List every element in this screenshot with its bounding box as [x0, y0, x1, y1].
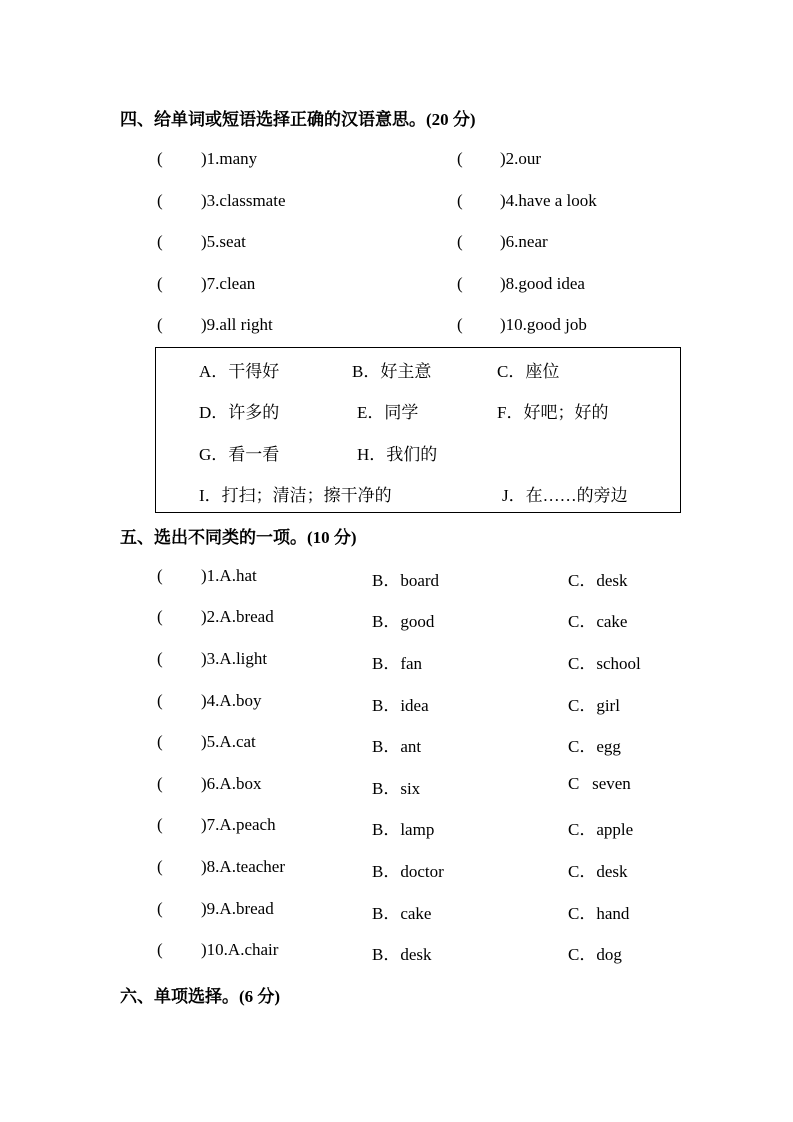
answer-blank[interactable]: ( [457, 232, 463, 251]
question-text: )1.many [201, 149, 258, 168]
choice-a: )10.A.chair [201, 940, 279, 959]
choice-a: )4.A.boy [201, 691, 262, 710]
answer-blank[interactable]: ( [457, 274, 463, 293]
choice-c: C．desk [568, 571, 628, 590]
option-h: H．我们的 [357, 445, 438, 464]
question-text: )4.have a look [500, 191, 597, 210]
choice-a: )2.A.bread [201, 607, 274, 626]
answer-blank[interactable]: ( [157, 232, 163, 251]
choice-b: B．fan [372, 654, 423, 673]
choice-a: )3.A.light [201, 649, 268, 668]
question-text: )6.near [500, 232, 548, 251]
question-text: )3.classmate [201, 191, 286, 210]
answer-blank[interactable]: ( [457, 315, 463, 334]
choice-c: C．school [568, 654, 641, 673]
section4-heading: 四、给单词或短语选择正确的汉语意思。(20 分) [120, 110, 476, 129]
choice-b: B．lamp [372, 820, 435, 839]
option-g: G．看一看 [199, 445, 280, 464]
choice-c: C．girl [568, 696, 620, 715]
answer-blank[interactable]: ( [157, 566, 163, 585]
choice-b: B．doctor [372, 862, 444, 881]
choice-c: C seven [568, 774, 631, 793]
section5-heading: 五、选出不同类的一项。(10 分) [120, 528, 357, 547]
answer-blank[interactable]: ( [157, 732, 163, 751]
choice-b: B．six [372, 779, 421, 798]
answer-blank[interactable]: ( [157, 149, 163, 168]
answer-blank[interactable]: ( [157, 607, 163, 626]
choice-c: C．desk [568, 862, 628, 881]
option-b: B．好主意 [352, 362, 432, 381]
choice-b: B．cake [372, 904, 432, 923]
question-text: )5.seat [201, 232, 246, 251]
choice-b: B．good [372, 612, 435, 631]
answer-blank[interactable]: ( [157, 274, 163, 293]
choice-c: C．hand [568, 904, 630, 923]
choice-a: )6.A.box [201, 774, 262, 793]
choice-c: C．dog [568, 945, 622, 964]
answer-blank[interactable]: ( [157, 815, 163, 834]
choice-c: C．cake [568, 612, 628, 631]
question-text: )9.all right [201, 315, 273, 334]
choice-c: C．egg [568, 737, 621, 756]
option-e: E．同学 [357, 403, 419, 422]
answer-blank[interactable]: ( [157, 691, 163, 710]
choice-b: B．ant [372, 737, 422, 756]
choice-a: )1.A.hat [201, 566, 257, 585]
choice-a: )8.A.teacher [201, 857, 286, 876]
choice-c: C．apple [568, 820, 634, 839]
choice-a: )7.A.peach [201, 815, 276, 834]
question-text: )8.good idea [500, 274, 585, 293]
option-i: I．打扫；清洁；擦干净的 [199, 486, 392, 505]
question-text: )10.good job [500, 315, 587, 334]
choice-a: )5.A.cat [201, 732, 256, 751]
option-f: F．好吧；好的 [497, 403, 609, 422]
answer-blank[interactable]: ( [157, 857, 163, 876]
choice-b: B．board [372, 571, 440, 590]
option-c: C．座位 [497, 362, 560, 381]
answer-blank[interactable]: ( [157, 191, 163, 210]
question-text: )7.clean [201, 274, 256, 293]
option-a: A．干得好 [199, 362, 280, 381]
choice-b: B．desk [372, 945, 432, 964]
answer-blank[interactable]: ( [157, 940, 163, 959]
question-text: )2.our [500, 149, 542, 168]
answer-blank[interactable]: ( [457, 149, 463, 168]
answer-blank[interactable]: ( [457, 191, 463, 210]
answer-blank[interactable]: ( [157, 315, 163, 334]
choice-a: )9.A.bread [201, 899, 274, 918]
answer-blank[interactable]: ( [157, 649, 163, 668]
option-d: D．许多的 [199, 403, 280, 422]
answer-blank[interactable]: ( [157, 899, 163, 918]
section6-heading: 六、单项选择。(6 分) [120, 987, 281, 1006]
choice-b: B．idea [372, 696, 429, 715]
answer-blank[interactable]: ( [157, 774, 163, 793]
option-j: J．在……的旁边 [502, 486, 628, 505]
